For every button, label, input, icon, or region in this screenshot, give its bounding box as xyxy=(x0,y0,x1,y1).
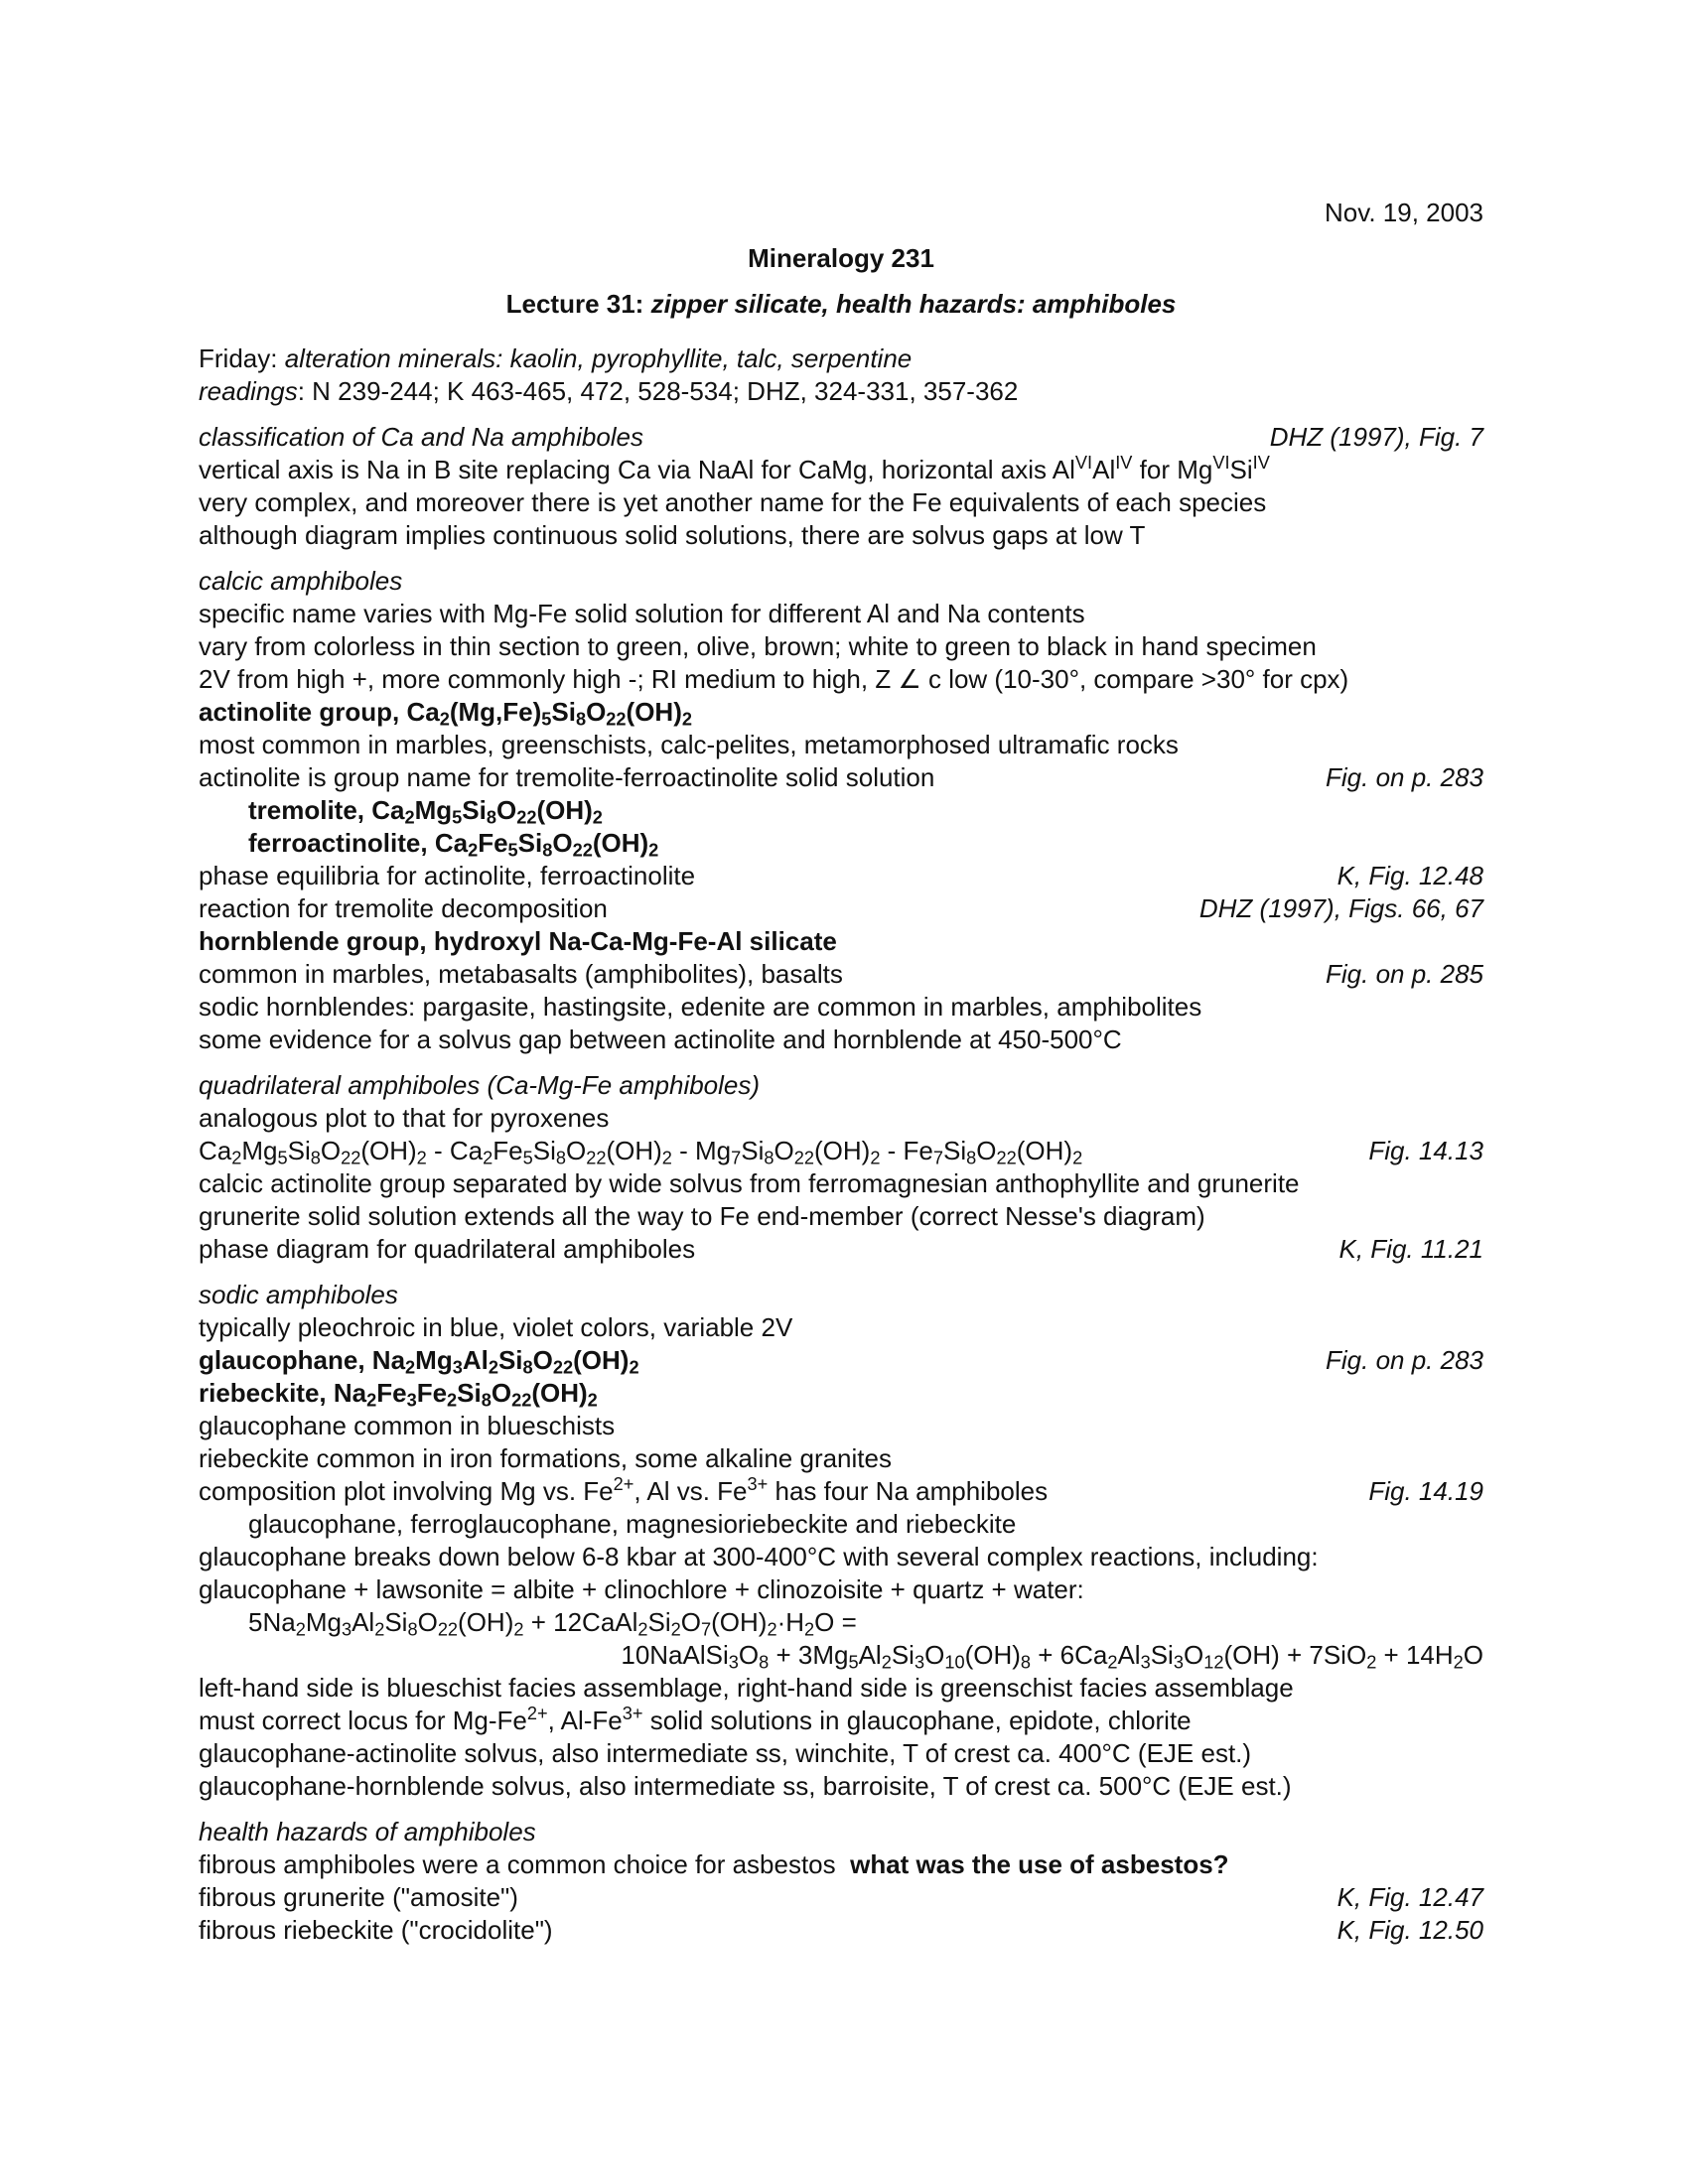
text-line: calcic actinolite group separated by wide solvus from ferromagnesian anthophyllite and grunerite xyxy=(199,1168,1300,1198)
section-sodic-heading: sodic amphiboles xyxy=(199,1280,398,1309)
text-line: phase diagram for quadrilateral amphiboles K, Fig. 11.21 xyxy=(199,1234,1483,1264)
text-line: riebeckite common in iron formations, some alkaline granites xyxy=(199,1443,892,1473)
date: Nov. 19, 2003 xyxy=(1325,198,1483,227)
text-line: reaction for tremolite decomposition DHZ (1997), Figs. 66, 67 xyxy=(199,893,1483,923)
lecture-title xyxy=(199,288,1483,321)
section-health-heading: health hazards of amphiboles xyxy=(199,1817,536,1846)
section-quadrilateral-heading: quadrilateral amphiboles (Ca-Mg-Fe amphiboles) xyxy=(199,1070,761,1100)
text-line: glaucophane, ferroglaucophane, magnesioriebeckite and riebeckite xyxy=(248,1509,1017,1539)
text-line: common in marbles, metabasalts (amphibolites), basalts Fig. on p. 285 xyxy=(199,959,1483,989)
text-line: some evidence for a solvus gap between actinolite and hornblende at 450-500°C xyxy=(199,1024,1122,1054)
text-line: typically pleochroic in blue, violet colors, variable 2V xyxy=(199,1312,793,1342)
glaucophane-heading: glaucophane, $Na_2Mg_3Al_2Si_8O_{22}(OH)_2$ Fig. on p. 283 xyxy=(199,1345,1483,1378)
asbestos-question: what was the use of asbestos? xyxy=(850,1849,1229,1879)
course-title: Mineralogy 231 xyxy=(748,243,934,273)
text-line: very complex, and moreover there is yet another name for the Fe equivalents of each species xyxy=(199,487,1267,517)
lecture-topic: zipper silicate, health hazards: amphiboles xyxy=(650,289,1177,319)
readings-line: readings: N 239-244; K 463-465, 472, 528-534; DHZ, 324-331, 357-362 xyxy=(199,376,1019,406)
reaction-line-1: $5Na_2Mg_3Al_2Si_8O_{22}(OH)_2$ + $12CaAl_2Si_2O_7(OH)_2\cdot H_2O$ = xyxy=(248,1607,857,1640)
text-line: fibrous riebeckite ("crocidolite") K, Fig. 12.50 xyxy=(199,1915,1483,1945)
text-line: although diagram implies continuous solid solutions, there are solvus gaps at low T xyxy=(199,520,1146,550)
section-classification-heading: classification of Ca and Na amphiboles DHZ (1997), Fig. 7 xyxy=(199,422,1483,452)
formula-line: $Ca_2Mg_5Si_8O_{22}(OH)_2 - Ca_2Fe_5Si_8O_{22}(OH)_2 - Mg_7Si_8O_{22}(OH)_2 - Fe_7Si_8O_{22}(OH)_2$ Fig. 14.13 xyxy=(199,1136,1483,1168)
text-line: 2V from high +, more commonly high -; RI medium to high, Z ∠ c low (10-30°, compare >30° for cpx) xyxy=(199,664,1349,694)
text-line: fibrous amphiboles were a common choice for asbestos what was the use of asbestos? xyxy=(199,1849,1229,1879)
actinolite-group-heading: actinolite group, $Ca_2(Mg,Fe)_5Si_8O_{22}(OH)_2$ xyxy=(199,697,692,730)
text-line: grunerite solid solution extends all the way to Fe end-member (correct Nesse's diagram) xyxy=(199,1201,1205,1231)
text-line: glaucophane-hornblende solvus, also intermediate ss, barroisite, T of crest ca. 500°C (EJE est.) xyxy=(199,1771,1292,1801)
tremolite-heading: tremolite, $Ca_2Mg_5Si_8O_{22}(OH)_2$ xyxy=(248,795,603,828)
text-line: specific name varies with Mg-Fe solid solution for different Al and Na contents xyxy=(199,599,1085,628)
section-calcic-heading: calcic amphiboles xyxy=(199,566,403,596)
text-line: left-hand side is blueschist facies assemblage, right-hand side is greenschist facies assemblage xyxy=(199,1673,1294,1703)
text-line: fibrous grunerite ("amosite") K, Fig. 12.47 xyxy=(199,1882,1483,1912)
text-line: must correct locus for $Mg-Fe^{2+}$, $Al-Fe^{3+}$ solid solutions in glaucophane, epidote, chlorite xyxy=(199,1704,1192,1735)
text-line: sodic hornblendes: pargasite, hastingsite, edenite are common in marbles, amphibolites xyxy=(199,992,1202,1022)
text-line: phase equilibria for actinolite, ferroactinolite K, Fig. 12.48 xyxy=(199,861,1483,890)
lecture-label: Lecture 31: xyxy=(505,289,644,319)
text-line: glaucophane-actinolite solvus, also intermediate ss, winchite, T of crest ca. 400°C (EJE est.) xyxy=(199,1738,1252,1768)
text-line: actinolite is group name for tremolite-ferroactinolite solid solution Fig. on p. 283 xyxy=(199,762,1483,792)
friday-line: Friday: alteration minerals: kaolin, pyrophyllite, talc, serpentine xyxy=(199,343,913,373)
document-page xyxy=(199,197,1483,1947)
reaction-line-2: $10NaAlSi_3O_8 + 3Mg_5Al_2Si_3O_{10}(OH)_8 + 6Ca_2Al_3Si_3O_{12}(OH) + 7SiO_2 + 14H_2O$ xyxy=(621,1640,1483,1673)
text-line: glaucophane breaks down below 6-8 kbar at 300-400°C with several complex reactions, including: xyxy=(199,1542,1319,1571)
text-line: glaucophane + lawsonite = albite + clinochlore + clinozoisite + quartz + water: xyxy=(199,1574,1084,1604)
hornblende-group-heading: hornblende group, hydroxyl Na-Ca-Mg-Fe-Al silicate xyxy=(199,926,837,956)
text-line: most common in marbles, greenschists, calc-pelites, metamorphosed ultramafic rocks xyxy=(199,730,1179,759)
riebeckite-heading: riebeckite, $Na_2Fe_3Fe_2Si_8O_{22}(OH)_2$ xyxy=(199,1378,598,1411)
text-line: vary from colorless in thin section to green, olive, brown; white to green to black in hand specimen xyxy=(199,631,1317,661)
text-line: glaucophane common in blueschists xyxy=(199,1411,616,1440)
text-line: analogous plot to that for pyroxenes xyxy=(199,1103,610,1133)
ferroactinolite-heading: ferroactinolite, $Ca_2Fe_5Si_8O_{22}(OH)_2$ xyxy=(248,828,659,861)
text-line: vertical axis is Na in B site replacing Ca via NaAl for CaMg, horizontal axis $Al^{VI}Al^{IV}$ for $Mg^{VI}Si^{IV}$ xyxy=(199,453,1270,484)
text-line: composition plot involving Mg vs. $Fe^{2+}$, Al vs. $Fe^{3+}$ has four Na amphiboles Fig. 14.19 xyxy=(199,1474,1483,1506)
